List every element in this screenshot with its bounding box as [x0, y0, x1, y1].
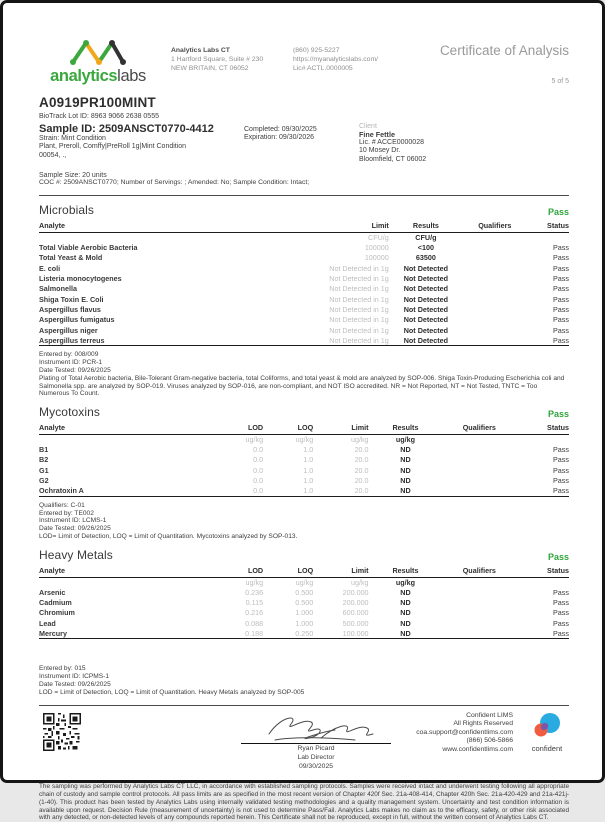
table-cell: LOQ: [263, 566, 313, 578]
note-line: Instrument ID: ICPMS-1: [39, 673, 109, 681]
table-cell: Pass: [553, 336, 569, 346]
table-cell: Pass: [553, 486, 569, 496]
table-cell: Analyte: [39, 423, 213, 435]
section-status-badge: Pass: [547, 409, 569, 420]
note-line: All Rights Reserved: [453, 720, 513, 728]
wordmark-analytics: analytics: [50, 67, 118, 85]
sample-name: A0919PR100MINT: [39, 95, 156, 110]
table-cell: Salmonella: [39, 284, 77, 294]
table-cell: 20.0: [354, 445, 369, 455]
section-header: [39, 548, 569, 562]
table-cell: [516, 577, 569, 587]
table-row: [39, 315, 569, 325]
table-cell: Status: [527, 221, 569, 233]
table-cell: [442, 587, 516, 597]
table-row: [39, 273, 569, 283]
table-row: [39, 587, 569, 597]
note-line: (866) 506-5866: [466, 737, 513, 745]
table-cell: 20.0: [354, 465, 369, 475]
table-cell: [442, 628, 516, 638]
table-cell: 100000: [364, 242, 389, 252]
table-row: [39, 476, 569, 486]
client-column: [359, 123, 569, 165]
section-title: Heavy Metals: [39, 547, 113, 562]
section-status-badge: Pass: [547, 551, 569, 562]
table-row: [39, 294, 569, 304]
wordmark-labs: labs: [117, 67, 146, 85]
header: [39, 37, 569, 85]
table-cell: Limit: [313, 566, 368, 578]
sample-block: [39, 95, 569, 188]
table-cell: G2: [39, 476, 49, 486]
table-cell: 200.000: [342, 597, 369, 607]
signer-title: Lab Director: [297, 753, 335, 761]
table-cell: Limit: [313, 423, 368, 435]
table-cell: 0.0: [253, 445, 264, 455]
table-row: [39, 444, 569, 454]
table-cell: Pass: [553, 263, 569, 273]
sample-detail-row: [39, 123, 569, 165]
table-cell: ug/kg: [350, 435, 369, 445]
mycotoxins-notes: [39, 502, 569, 541]
lab-website: https://myanalyticslabs.com/: [293, 56, 378, 63]
heavy-metals-notes: [39, 665, 569, 696]
table-cell: Results: [369, 423, 443, 435]
table-cell: 20.0: [354, 476, 369, 486]
certificate-title: Certificate of Analysis: [439, 43, 569, 58]
table-cell: Pass: [553, 315, 569, 325]
table-cell: Not Detected in 1g: [329, 263, 389, 273]
section-header: [39, 203, 569, 217]
mycotoxins-table: [39, 423, 569, 497]
table-row: [39, 486, 569, 496]
table-cell: 0.500: [295, 597, 314, 607]
sample-divider: [39, 195, 569, 196]
note-line: LOD = Limit of Detection, LOQ = Limit of Quantitation. Heavy Metals analyzed by SOP-005: [39, 688, 305, 696]
table-cell: Not Detected: [403, 263, 449, 273]
microbials-notes: [39, 351, 569, 398]
table-cell: Pass: [553, 465, 569, 475]
biotrack-lot-id: BioTrack Lot ID: 8963 9066 2638 0555: [39, 113, 159, 120]
note-line: coa.support@confidentlims.com: [416, 728, 513, 736]
table-cell: Pass: [553, 597, 569, 607]
table-cell: Ochratoxin A: [39, 486, 84, 496]
table-cell: ND: [400, 587, 411, 597]
table-cell: Status: [516, 566, 569, 578]
table-cell: Qualifiers: [442, 423, 516, 435]
table-cell: 1.0: [303, 476, 314, 486]
table-cell: Pass: [553, 325, 569, 335]
table-cell: ND: [400, 618, 411, 628]
table-header-row: [39, 423, 569, 435]
table-cell: ug/kg: [395, 435, 416, 445]
table-cell: 0.216: [245, 608, 264, 618]
table-cell: Pass: [553, 476, 569, 486]
section-microbials: [39, 203, 569, 398]
table-cell: Aspergillus fumigatus: [39, 315, 115, 325]
lab-address-block: [171, 37, 279, 73]
lab-phone: (860) 925-5227: [293, 47, 340, 54]
table-cell: Pass: [553, 587, 569, 597]
table-cell: Not Detected in 1g: [329, 315, 389, 325]
table-cell: ND: [400, 597, 411, 607]
table-cell: ND: [400, 486, 411, 496]
table-cell: Not Detected in 1g: [329, 305, 389, 315]
logo-wordmark: [39, 68, 157, 84]
table-cell: Chromium: [39, 608, 75, 618]
table-cell: Aspergillus terreus: [39, 336, 105, 346]
table-cell: Not Detected: [403, 273, 449, 283]
client-label: Client: [359, 122, 377, 130]
signature-line: [241, 743, 391, 744]
lab-name: Analytics Labs CT: [171, 47, 230, 54]
client-name: Fine Fettle: [359, 129, 395, 139]
table-row: [39, 597, 569, 607]
table-header-row: [39, 221, 569, 233]
signature-block: [221, 712, 411, 772]
analytics-labs-logo: [39, 37, 157, 84]
table-cell: [442, 486, 516, 496]
table-cell: 63500: [415, 253, 436, 263]
table-cell: Pass: [553, 284, 569, 294]
table-cell: [39, 577, 213, 587]
note-line: LOD= Limit of Detection, LOQ = Limit of Quantitation. Mycotoxins analyzed by SOP-013.: [39, 532, 298, 540]
table-cell: 0.236: [245, 587, 264, 597]
note-line: Instrument ID: PCR-1: [39, 359, 103, 367]
table-cell: B1: [39, 445, 49, 455]
table-cell: Limit: [251, 221, 389, 233]
footer: [39, 712, 569, 772]
table-cell: <100: [417, 242, 434, 252]
table-cell: 0.0: [253, 455, 264, 465]
table-cell: 0.250: [295, 628, 314, 638]
table-cell: E. coli: [39, 263, 61, 273]
units-row: [39, 577, 569, 587]
table-cell: Status: [516, 423, 569, 435]
expiration-date: Expiration: 09/30/2026: [244, 134, 315, 142]
table-cell: CFU/g: [415, 233, 437, 243]
table-cell: [39, 232, 251, 242]
table-cell: Pass: [553, 294, 569, 304]
table-cell: 0.0: [253, 465, 264, 475]
matrix-line1: Plant, Preroll, Comffy|PreRoll 1g|Mint Condition: [39, 143, 187, 151]
note-line: Date Tested: 09/26/2025: [39, 367, 111, 375]
lab-address1: 1 Hartford Square, Suite # 230: [171, 56, 264, 63]
table-cell: 600.000: [342, 608, 369, 618]
table-cell: ug/kg: [245, 577, 264, 587]
client-license: Lic. # ACCE0000028: [359, 138, 424, 146]
table-cell: 1.000: [295, 608, 314, 618]
units-row: [39, 232, 569, 242]
table-cell: CFU/g: [368, 233, 389, 243]
table-cell: 200.000: [342, 587, 369, 597]
table-cell: [442, 476, 516, 486]
table-cell: ug/kg: [395, 577, 416, 587]
table-cell: Aspergillus niger: [39, 325, 98, 335]
table-cell: Total Yeast & Mold: [39, 253, 103, 263]
table-cell: Analyte: [39, 221, 251, 233]
table-cell: Pass: [553, 305, 569, 315]
table-cell: [463, 242, 527, 252]
table-cell: ND: [400, 628, 411, 638]
table-row: [39, 336, 569, 346]
microbials-table: [39, 221, 569, 347]
table-cell: [463, 336, 527, 346]
table-cell: Pass: [553, 273, 569, 283]
table-cell: Total Viable Aerobic Bacteria: [39, 242, 138, 252]
sign-date: 09/30/2025: [298, 762, 334, 770]
table-cell: Lead: [39, 618, 56, 628]
table-cell: ND: [400, 455, 411, 465]
table-cell: [463, 304, 527, 314]
table-cell: 1.0: [303, 486, 314, 496]
table-cell: ND: [400, 445, 411, 455]
matrix-line2: 00054, .,: [39, 151, 67, 159]
client-address1: 10 Mosey Dr.: [359, 147, 401, 155]
table-cell: 1.0: [303, 455, 314, 465]
heavy-metals-table: [39, 566, 569, 640]
table-cell: [463, 232, 527, 242]
table-cell: [442, 597, 516, 607]
table-cell: [516, 435, 569, 445]
table-cell: [463, 294, 527, 304]
table-cell: Not Detected in 1g: [329, 284, 389, 294]
note-line: Confident LIMS: [466, 711, 513, 719]
table-cell: 1.0: [303, 445, 314, 455]
table-cell: Not Detected: [403, 325, 449, 335]
table-cell: Qualifiers: [463, 221, 527, 233]
section-title: Microbials: [39, 202, 95, 217]
sample-size: Sample Size: 20 units: [39, 172, 107, 180]
table-cell: Shiga Toxin E. Coli: [39, 294, 104, 304]
table-cell: ND: [400, 608, 411, 618]
table-cell: LOQ: [263, 423, 313, 435]
table-cell: ND: [400, 465, 411, 475]
table-cell: [442, 455, 516, 465]
table-cell: [442, 435, 516, 445]
table-cell: Analyte: [39, 566, 213, 578]
sample-id-column: [39, 123, 244, 165]
table-cell: Not Detected in 1g: [329, 294, 389, 304]
table-row: [39, 618, 569, 628]
section-header: [39, 405, 569, 419]
table-cell: Not Detected in 1g: [329, 336, 389, 346]
disclaimer-text: The sampling was performed by Analytics Labs CT LLC, in accordance with established sampling protocols. Samples were received intact and underwent testing following all appropriate chain of custody and sample control protocols. All pass limits are as specified in the most recent version of Chapter 420f Sec. 21a-408-414, Chapter 420h Sec. 21a-420-429 and 21a-421j-(1-40). This product has been tested by Analytics Labs using internally validated testing methodologies and a quality management system. Uncertainty and test condition information is available upon request. Decision Rule (measurement of uncertainty) is not used to determine Pass/Fail. Analytics Labs makes no claim as to the efficacy, safety, or other risk associated with any detected, or non-detected levels of any compounds reported herein. This Certificate shall not be reproduced, except in full, without the written consent of Analytics Labs CT.: [39, 783, 569, 822]
table-cell: [442, 577, 516, 587]
table-cell: Aspergillus flavus: [39, 305, 101, 315]
table-cell: 0.115: [245, 597, 264, 607]
table-cell: Pass: [553, 445, 569, 455]
confident-brand-text: confident: [531, 743, 563, 753]
table-row: [39, 465, 569, 475]
table-cell: LOD: [213, 423, 263, 435]
table-cell: Not Detected in 1g: [329, 273, 389, 283]
table-cell: Not Detected: [403, 294, 449, 304]
table-cell: Not Detected: [403, 305, 449, 315]
note-line: Date Tested: 09/26/2025: [39, 680, 111, 688]
table-header-row: [39, 566, 569, 578]
table-cell: ug/kg: [295, 435, 314, 445]
table-row: [39, 628, 569, 638]
table-cell: LOD: [213, 566, 263, 578]
table-cell: 0.0: [253, 476, 264, 486]
header-right: [423, 37, 569, 85]
table-cell: Not Detected: [403, 315, 449, 325]
qr-code: [43, 712, 81, 752]
footer-divider: [39, 705, 569, 706]
table-cell: 100.000: [342, 628, 369, 638]
table-cell: Pass: [553, 455, 569, 465]
table-row: [39, 608, 569, 618]
section-title: Mycotoxins: [39, 405, 101, 420]
table-row: [39, 304, 569, 314]
table-cell: Cadmium: [39, 597, 72, 607]
table-cell: 20.0: [354, 455, 369, 465]
units-row: [39, 435, 569, 445]
lab-license: Lic# ACTL.0000005: [293, 65, 353, 72]
table-cell: [463, 325, 527, 335]
table-cell: [463, 252, 527, 262]
note-line: Plating of Total Aerobic bacteria, Bile-Tolerant Gram-negative bacteria, total Coliforms, and total yeast & mold are analyzed by SOP-006. Shiga Toxin-Producing Escherichia coli and Salmonella spp. are analyzed by SOP-019. Viruses analyzed by SOP-016, are non-compliant, and NOT ISO accredited. NR = Not Reported, NT = Not Tested, TNTC = Too Numerous To Count.: [39, 374, 565, 398]
table-cell: Pass: [553, 242, 569, 252]
signer-name: Ryan Picard: [297, 744, 335, 752]
lab-address2: NEW BRITAIN, CT 06052: [171, 65, 249, 72]
table-cell: 1.0: [303, 465, 314, 475]
lims-contact-block: [411, 712, 517, 755]
table-cell: G1: [39, 465, 49, 475]
table-cell: ug/kg: [350, 577, 369, 587]
table-cell: Results: [369, 566, 443, 578]
table-cell: [463, 315, 527, 325]
client-address2: Bloomfield, CT 06002: [359, 155, 427, 163]
sample-id: Sample ID: 2509ANSCT0770-4412: [39, 122, 214, 135]
table-cell: ug/kg: [295, 577, 314, 587]
table-cell: [39, 435, 213, 445]
table-cell: ND: [400, 476, 411, 486]
section-heavy-metals: [39, 548, 569, 697]
table-cell: Pass: [553, 628, 569, 638]
strain: Strain: Mint Condition: [39, 134, 106, 142]
table-cell: [442, 444, 516, 454]
table-cell: [527, 232, 569, 242]
dates-column: [244, 123, 359, 165]
table-row: [39, 252, 569, 262]
table-cell: [463, 284, 527, 294]
table-cell: 1.000: [295, 618, 314, 628]
note-line: Date Tested: 09/26/2025: [39, 525, 111, 533]
table-cell: Arsenic: [39, 587, 66, 597]
table-cell: Pass: [553, 253, 569, 263]
page-number: 5 of 5: [551, 78, 569, 85]
note-line: Instrument ID: LCMS-1: [39, 517, 107, 525]
table-cell: 0.088: [245, 618, 264, 628]
coc-line: COC #: 2509ANSCT0770; Number of Servings: ; Amended: No; Sample Condition: Intact;: [39, 179, 310, 187]
table-cell: 100000: [364, 253, 389, 263]
table-row: [39, 263, 569, 273]
table-cell: Qualifiers: [442, 566, 516, 578]
table-cell: [442, 618, 516, 628]
completed-date: Completed: 09/30/2025: [244, 125, 317, 133]
note-line: Qualifiers: C-01: [39, 501, 85, 509]
table-cell: Pass: [553, 608, 569, 618]
note-line: Entered by: 008/009: [39, 351, 99, 359]
section-mycotoxins: [39, 405, 569, 541]
table-cell: Not Detected: [403, 284, 449, 294]
table-cell: [442, 608, 516, 618]
table-cell: ug/kg: [245, 435, 264, 445]
note-line: Entered by: TE002: [39, 509, 94, 517]
logo-zigzag-icon: [67, 37, 129, 67]
table-cell: B2: [39, 455, 49, 465]
confident-logo: [525, 712, 569, 753]
note-line: www.confidentlims.com: [442, 745, 513, 753]
table-cell: Results: [389, 221, 463, 233]
table-cell: [463, 273, 527, 283]
table-cell: 20.0: [354, 486, 369, 496]
table-row: [39, 325, 569, 335]
table-cell: [463, 263, 527, 273]
table-cell: 0.0: [253, 486, 264, 496]
table-row: [39, 455, 569, 465]
table-cell: 0.188: [245, 628, 264, 638]
table-cell: Listeria monocytogenes: [39, 273, 122, 283]
lab-contact-block: [293, 37, 423, 73]
table-row: [39, 284, 569, 294]
table-row: [39, 242, 569, 252]
note-line: Entered by: 015: [39, 665, 86, 673]
section-status-badge: Pass: [547, 206, 569, 217]
signature-icon: [251, 712, 381, 746]
table-cell: Not Detected: [403, 336, 449, 346]
table-cell: [442, 465, 516, 475]
table-cell: Mercury: [39, 628, 67, 638]
table-cell: Pass: [553, 618, 569, 628]
table-cell: 500.000: [342, 618, 369, 628]
table-cell: Not Detected in 1g: [329, 325, 389, 335]
confident-logo-icon: [532, 712, 562, 738]
table-cell: 0.500: [295, 587, 314, 597]
